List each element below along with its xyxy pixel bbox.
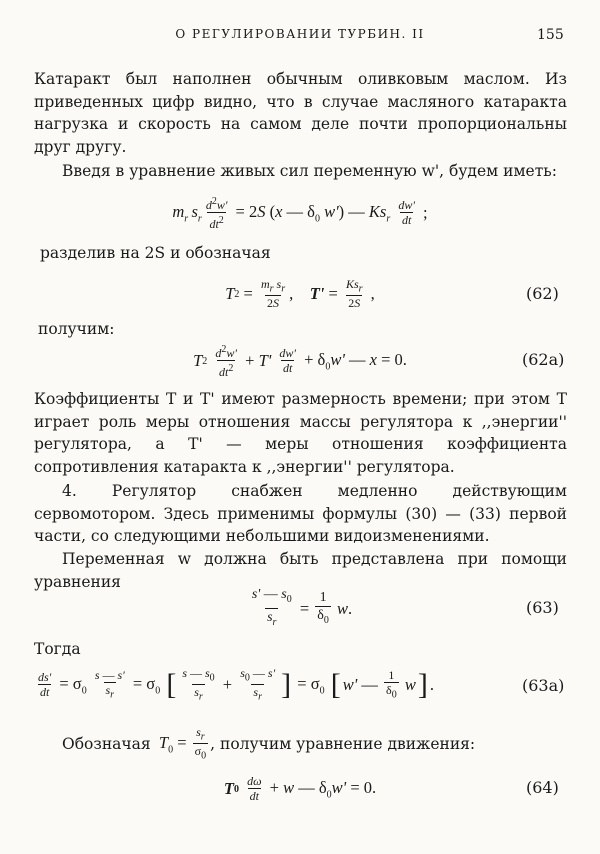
paragraph-obtain: получим: bbox=[38, 320, 115, 338]
paragraph-then: Тогда bbox=[34, 640, 81, 658]
equation-number-62: (62) bbox=[526, 284, 559, 303]
equation-62a: T 2 $\frac{d^2w'}{dt^2}$ + T' $\frac{dw'}{dt}$ + $\delta_0w'$ — x = 0. bbox=[193, 344, 407, 379]
denoting-suffix: , получим уравнение движения: bbox=[210, 735, 476, 753]
running-title: О РЕГУЛИРОВАНИИ ТУРБИН. II bbox=[175, 27, 425, 41]
equation-number-63: (63) bbox=[526, 598, 559, 617]
paragraph-variable-w: Переменная w должна быть представлена при помощи уравнения bbox=[34, 550, 567, 591]
paragraph-servomotor: 4. Регулятор снабжен медленно действующим сервомотором. Здесь применимы формулы (30) — (33) первой части, со следующими небольшими видоизменениями. bbox=[34, 482, 567, 545]
equation-63a: $\frac{ds'}{dt}$ = $\sigma_0$ $\frac{s — s'}{s_r}$ = $\sigma_0$ [ $\frac{s — s_0}{s_r}$ + $\frac{s_0 — s'}{s_r}$ ] = $\sigma_0$ [ w' — $\frac{1}{\delta_0}$ w ] . bbox=[38, 665, 434, 703]
equation-number-64: (64) bbox=[526, 778, 559, 797]
paragraph-coefficients: Коэффициенты T и T' имеют размерность времени; при этом T играет роль меры отношения массы регулятора к ,,энергии'' регулятора, а T' — меры отношения коэффициента сопротивления катаракта к ,,энергии'' регулятора. bbox=[34, 390, 567, 476]
paragraph-dividing: разделив на 2S и обозначая bbox=[40, 244, 271, 262]
equation-64: T 0 $\frac{d\omega}{dt}$ + w — $\delta_0w' = 0$. bbox=[223, 774, 377, 803]
denoting-prefix: Обозначая bbox=[62, 735, 151, 753]
equation-number-62a: (62a) bbox=[522, 350, 565, 369]
equation-number-63a: (63a) bbox=[522, 676, 565, 695]
equation-motion-1: $m_r$ $s_r$ $\frac{d^2w'}{dt^2}$ = 2S (x — $\delta_0$ w') — $Ks_r$ $\frac{dw'}{dt}$ ; bbox=[172, 196, 428, 231]
paragraph-denoting: Обозначая $T_0$ = $\frac{s_r}{\sigma_0}$ , получим уравнение движения: bbox=[62, 724, 476, 762]
equation-62: T 2 = $\frac{m_r s_r}{2S}$ , T' = $\frac{Ks_r}{2S}$ , bbox=[225, 276, 375, 311]
paragraph-live-forces: Введя в уравнение живых сил переменную w', будем иметь: bbox=[62, 162, 557, 180]
equation-63: $\frac{s' — s_0}{s_r}$ = $\frac{1}{\delta_0}$ w. bbox=[0, 588, 600, 630]
page-number: 155 bbox=[537, 27, 564, 43]
paragraph-cataract: Катаракт был наполнен обычным оливковым маслом. Из приведенных цифр видно, что в случае масляного катаракта нагрузка и скорость на самом деле почти пропорциональны друг другу. bbox=[34, 70, 567, 156]
